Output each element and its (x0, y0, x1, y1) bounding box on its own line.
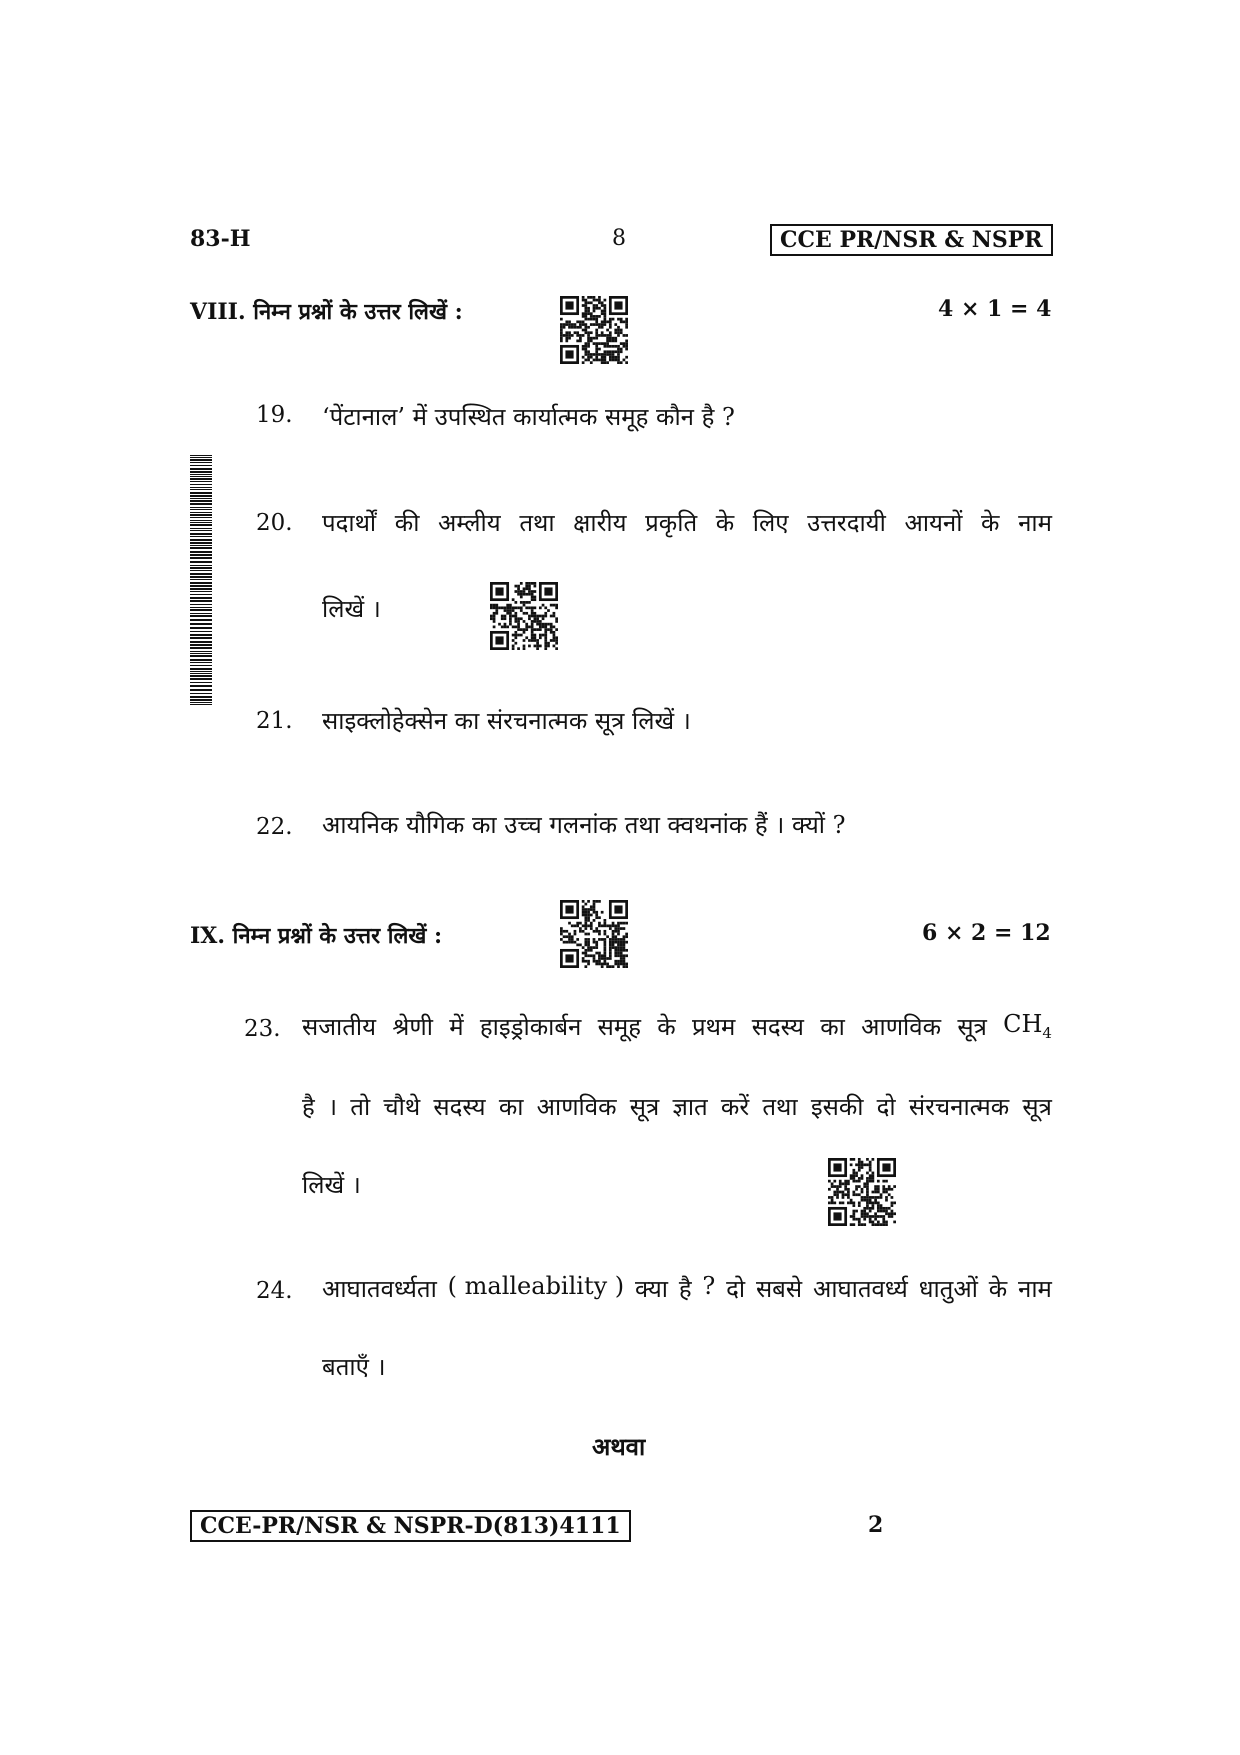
word: सूत्र (1022, 1093, 1052, 1121)
word: क्षारीय (573, 509, 627, 537)
word: क्या (635, 1275, 668, 1303)
question-number: 22. (256, 814, 293, 840)
word: आणविक (861, 1013, 942, 1041)
word: इसकी (810, 1093, 864, 1121)
word: तथा (519, 509, 555, 537)
word: आघातवर्ध्य (812, 1275, 908, 1303)
question-23-line-3: लिखें । (302, 1171, 361, 1199)
word: ( malleability ) (447, 1272, 625, 1300)
word: तथा (762, 1093, 798, 1121)
word: ? (702, 1272, 716, 1300)
question-number: 19. (256, 402, 293, 428)
barcode-icon (190, 455, 212, 707)
word: में (449, 1013, 464, 1041)
question-22-text: आयनिक यौगिक का उच्च गलनांक तथा क्वथनांक हैं । क्यों ? (322, 811, 846, 839)
word: आघातवर्ध्यता (322, 1275, 437, 1303)
word: संरचनात्मक (908, 1093, 1010, 1121)
paper-code: 83-H (190, 226, 251, 252)
word: दो (876, 1093, 896, 1121)
word: का (498, 1093, 524, 1121)
word: प्रथम (692, 1013, 736, 1041)
section-viii-title: VIII. निम्न प्रश्नों के उत्तर लिखें : (190, 299, 463, 325)
question-21-text: साइक्लोहेक्सेन का संरचनात्मक सूत्र लिखें । (322, 707, 691, 735)
word: । (327, 1093, 338, 1121)
or-label: अथवा (592, 1432, 646, 1461)
word: पदार्थों (322, 509, 377, 537)
word: ज्ञात (672, 1093, 708, 1121)
word: लिए (752, 509, 789, 537)
qr-code-icon (828, 1158, 896, 1226)
word: अम्लीय (438, 509, 501, 537)
word: प्रकृति (645, 509, 698, 537)
word: सजातीय (302, 1013, 377, 1041)
word: सबसे (755, 1275, 803, 1303)
word: नाम (1018, 509, 1052, 537)
word: करें (720, 1093, 750, 1121)
question-19-text: ‘पेंटानाल’ में उपस्थित कार्यात्मक समूह कौन है ? (322, 403, 735, 431)
qr-code-icon (560, 900, 628, 968)
section-ix-title: IX. निम्न प्रश्नों के उत्तर लिखें : (190, 923, 443, 949)
word: उत्तरदायी (807, 509, 886, 537)
qr-code-icon (560, 296, 628, 364)
qr-code-icon (490, 582, 558, 650)
question-number: 20. (256, 510, 293, 536)
word: तो (350, 1093, 371, 1121)
word: का (820, 1013, 845, 1041)
question-24-line-1 (322, 1272, 1052, 1305)
question-24-line-2: बताएँ । (322, 1353, 386, 1381)
footer-page-number: 2 (868, 1512, 884, 1538)
word: सदस्य (433, 1093, 486, 1121)
word: के (981, 509, 1000, 537)
word: हाइड्रोकार्बन (479, 1013, 582, 1041)
section-viii-marks: 4 × 1 = 4 (938, 296, 1052, 322)
question-23-line-1 (302, 1010, 1052, 1043)
word: सूत्र (957, 1013, 987, 1041)
question-number: 23. (244, 1016, 281, 1042)
question-number: 21. (256, 708, 293, 734)
word: सूत्र (629, 1093, 660, 1121)
word: है (302, 1093, 315, 1121)
word: दो (726, 1275, 746, 1303)
word: है (678, 1275, 692, 1303)
word: श्रेणी (392, 1013, 433, 1041)
exam-code-box: CCE PR/NSR & NSPR (770, 224, 1053, 256)
page-number: 8 (612, 226, 626, 251)
word: के (715, 509, 735, 537)
word: धातुओं (918, 1275, 978, 1303)
question-20-line-2: लिखें । (322, 595, 381, 623)
question-23-line-2 (302, 1090, 1052, 1123)
word: सदस्य (751, 1013, 804, 1041)
question-20-line-1 (322, 506, 1052, 539)
word: चौथे (383, 1093, 421, 1121)
word: आणविक (536, 1093, 617, 1121)
word: आयनों (904, 509, 963, 537)
chemical-formula: $CH_4$ (1003, 1010, 1052, 1042)
word: की (394, 509, 420, 537)
footer-code-box: CCE-PR/NSR & NSPR-D(813)4111 (190, 1510, 631, 1542)
section-ix-marks: 6 × 2 = 12 (922, 920, 1051, 946)
word: नाम (1018, 1275, 1052, 1303)
word: के (657, 1013, 676, 1041)
word: समूह (597, 1013, 641, 1041)
word: के (988, 1275, 1008, 1303)
question-number: 24. (256, 1278, 293, 1304)
